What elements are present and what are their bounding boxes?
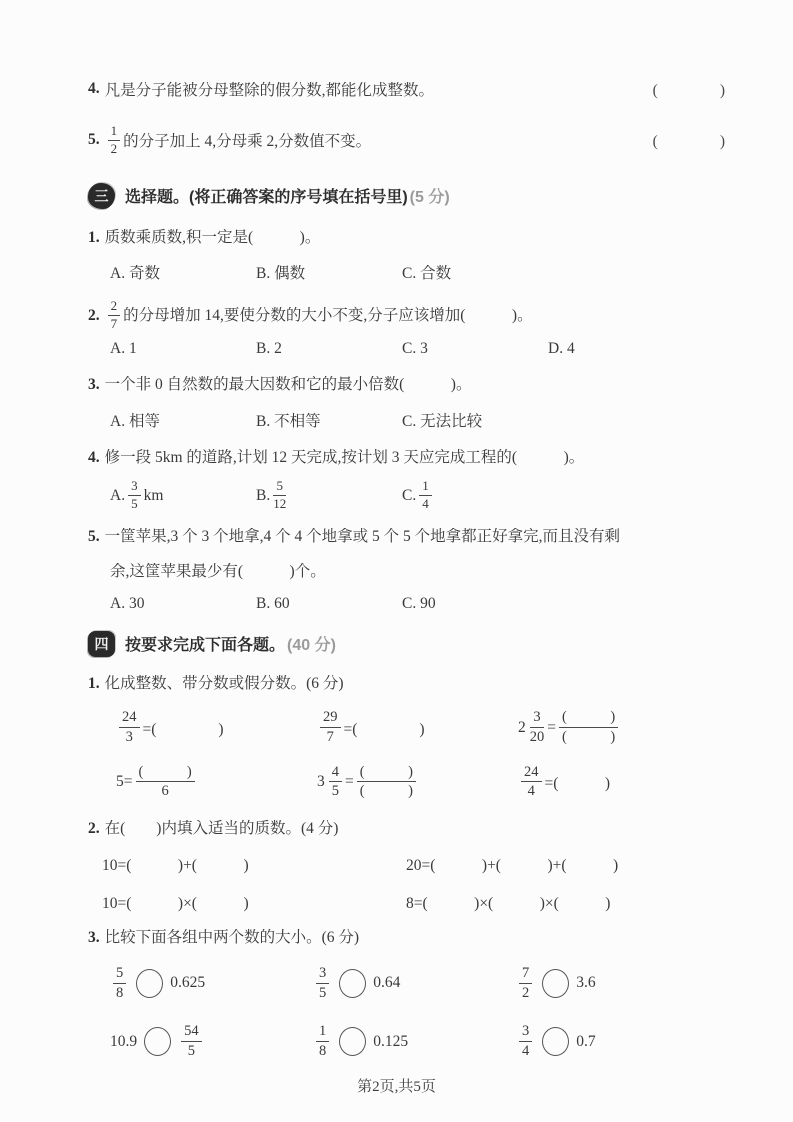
comparison-circle bbox=[542, 1027, 569, 1056]
fraction-numerator: 5 bbox=[113, 965, 126, 984]
question-number: 1. bbox=[88, 228, 100, 246]
comparison-circle bbox=[542, 969, 569, 998]
choice-options-4 bbox=[88, 479, 725, 512]
fraction bbox=[316, 965, 329, 1001]
option-a: A. 相等 bbox=[110, 412, 160, 430]
choice-options-3 bbox=[88, 409, 725, 431]
fraction-denominator: 4 bbox=[422, 496, 429, 512]
option-a bbox=[110, 479, 256, 512]
page-footer: 第2页,共5页 bbox=[357, 1079, 436, 1095]
fraction bbox=[108, 124, 121, 157]
equals-sign: = bbox=[345, 772, 354, 790]
question-text: 一筐苹果,3 个 3 个地拿,4 个 4 个地拿或 5 个 5 个地拿都正好拿完,而且没有剩 bbox=[104, 528, 621, 546]
fraction-numerator: 3 bbox=[128, 479, 141, 496]
fraction-denominator: 6 bbox=[161, 783, 169, 800]
fraction-numerator: 1 bbox=[316, 1023, 329, 1042]
comparison-circle bbox=[144, 1027, 171, 1056]
equals-sign: = bbox=[547, 718, 556, 736]
fraction-numerator: 1 bbox=[108, 124, 121, 141]
option-a: A. 奇数 bbox=[110, 265, 160, 283]
choice-question-1 bbox=[88, 227, 725, 249]
fraction-numerator: 4 bbox=[329, 764, 342, 783]
task-question-2 bbox=[88, 818, 725, 840]
question-number: 5. bbox=[88, 131, 100, 149]
option-c: C. 3 bbox=[402, 340, 428, 358]
question-text: 凡是分子能被分母整除的假分数,都能化成整数。 bbox=[104, 82, 435, 99]
comparison-pair bbox=[313, 965, 516, 1001]
answer-fraction bbox=[357, 764, 416, 800]
choice-options-5 bbox=[88, 595, 725, 613]
expression: 10=( )×( ) bbox=[102, 894, 249, 912]
fraction-numerator: 54 bbox=[181, 1023, 202, 1042]
fraction-denominator: ( ) bbox=[562, 729, 616, 746]
true-false-item-5 bbox=[88, 124, 725, 157]
option-c: C. 无法比较 bbox=[402, 412, 483, 430]
question-text: 一个非 0 自然数的最大因数和它的最小倍数( )。 bbox=[104, 376, 472, 394]
option-label: A. bbox=[110, 486, 126, 504]
option-suffix: km bbox=[143, 486, 164, 504]
section-title: 选择题。(将正确答案的序号填在括号里) bbox=[125, 189, 408, 207]
option-b: B. 2 bbox=[256, 340, 282, 358]
fraction-numerator: 29 bbox=[320, 709, 341, 728]
fraction-denominator: 8 bbox=[319, 1043, 327, 1060]
expression: 20=( )+( )+( ) bbox=[406, 856, 619, 874]
choice-question-3 bbox=[88, 374, 725, 396]
comparison-row-2 bbox=[88, 1023, 725, 1059]
section-title: 按要求完成下面各题。 bbox=[125, 637, 286, 655]
mixed-number-whole: 2 bbox=[518, 718, 526, 736]
question-number: 2. bbox=[88, 820, 100, 838]
option-a: A. 1 bbox=[110, 340, 137, 358]
fraction bbox=[521, 764, 542, 800]
conversion-row-1 bbox=[88, 709, 725, 745]
decimal-value: 0.7 bbox=[576, 1032, 596, 1050]
choice-question-2 bbox=[88, 299, 725, 332]
question-number: 4. bbox=[88, 80, 100, 97]
conversion-row-2 bbox=[88, 764, 725, 800]
question-text: 化成整数、带分数或假分数。(6 分) bbox=[104, 674, 344, 692]
section-three-header bbox=[88, 183, 725, 209]
fraction bbox=[519, 965, 532, 1001]
fraction-numerator: 1 bbox=[419, 479, 432, 496]
fraction-denominator: 2 bbox=[522, 984, 530, 1001]
true-false-item-4 bbox=[88, 78, 725, 100]
expression bbox=[518, 709, 621, 745]
answer-blank: =( ) bbox=[142, 720, 224, 738]
answer-fraction bbox=[136, 764, 195, 800]
decimal-value: 3.6 bbox=[576, 974, 596, 992]
question-text: 比较下面各组中两个数的大小。(6 分) bbox=[104, 928, 360, 946]
question-number: 3. bbox=[88, 376, 100, 394]
fraction-denominator: 8 bbox=[116, 984, 124, 1001]
choice-question-4 bbox=[88, 447, 725, 469]
question-number: 2. bbox=[88, 306, 100, 324]
comparison-circle bbox=[339, 1027, 366, 1056]
fraction bbox=[128, 479, 141, 512]
fraction-denominator: 12 bbox=[273, 496, 287, 512]
decimal-value: 0.625 bbox=[170, 974, 206, 992]
choice-options-2 bbox=[88, 340, 725, 358]
fraction-denominator: ( ) bbox=[359, 783, 413, 800]
prime-fill-row-1 bbox=[88, 853, 725, 875]
choice-options-1 bbox=[88, 261, 725, 283]
comparison-circle bbox=[339, 969, 366, 998]
fraction-denominator: 5 bbox=[319, 984, 327, 1001]
fraction-denominator: 7 bbox=[326, 729, 334, 746]
option-label: B. bbox=[256, 486, 271, 504]
question-text: 修一段 5km 的道路,计划 12 天完成,按计划 3 天应完成工程的( )。 bbox=[104, 448, 585, 466]
fraction-numerator: ( ) bbox=[559, 709, 618, 728]
fraction-denominator: 7 bbox=[110, 316, 118, 332]
fraction-denominator: 4 bbox=[527, 783, 535, 800]
question-text: 的分子加上 4,分母乘 2,分数值不变。 bbox=[123, 133, 372, 151]
decimal-value: 0.125 bbox=[373, 1032, 409, 1050]
question-number: 3. bbox=[88, 928, 100, 946]
comparison-pair bbox=[313, 1023, 516, 1059]
task-question-3 bbox=[88, 927, 725, 949]
expression bbox=[116, 764, 317, 800]
decimal-value: 10.9 bbox=[110, 1032, 138, 1050]
option-d: D. 4 bbox=[548, 340, 575, 358]
fraction bbox=[419, 479, 432, 512]
expression bbox=[317, 764, 518, 800]
fraction bbox=[273, 479, 286, 512]
comparison-circle bbox=[136, 969, 163, 998]
expression: 8=( )×( )×( ) bbox=[406, 894, 611, 912]
expression-prefix: 5= bbox=[116, 772, 133, 790]
question-text: 质数乘质数,积一定是( )。 bbox=[104, 228, 321, 246]
question-number: 1. bbox=[88, 674, 100, 692]
answer-fraction bbox=[559, 709, 618, 745]
question-text: 在( )内填入适当的质数。(4 分) bbox=[104, 820, 339, 838]
comparison-pair bbox=[516, 1023, 596, 1059]
question-number: 4. bbox=[88, 448, 100, 466]
fraction bbox=[329, 764, 342, 800]
answer-parentheses: ( ) bbox=[652, 82, 725, 99]
answer-blank: =( ) bbox=[544, 774, 611, 792]
section-four-header bbox=[88, 631, 725, 657]
expression bbox=[518, 764, 610, 800]
choice-question-5-line1 bbox=[88, 526, 725, 548]
option-b: B. 60 bbox=[256, 594, 290, 612]
fraction-denominator: 5 bbox=[187, 1043, 195, 1060]
option-b: B. 不相等 bbox=[256, 412, 321, 430]
fraction-denominator: 5 bbox=[131, 496, 138, 512]
fraction-denominator: 4 bbox=[522, 1043, 530, 1060]
option-c bbox=[402, 479, 435, 512]
fraction-denominator: 2 bbox=[110, 140, 118, 156]
answer-parentheses: ( ) bbox=[652, 133, 725, 151]
question-number: 5. bbox=[88, 528, 100, 546]
fraction-numerator: 3 bbox=[519, 1023, 532, 1042]
fraction-denominator: 20 bbox=[529, 729, 545, 746]
fraction-numerator: 2 bbox=[108, 299, 121, 316]
fraction-numerator: 24 bbox=[521, 764, 542, 783]
fraction bbox=[181, 1023, 202, 1059]
fraction bbox=[519, 1023, 532, 1059]
fraction-numerator: ( ) bbox=[136, 764, 195, 783]
fraction-numerator: 7 bbox=[519, 965, 532, 984]
comparison-pair bbox=[110, 965, 313, 1001]
fraction-numerator: 3 bbox=[316, 965, 329, 984]
fraction-numerator: ( ) bbox=[357, 764, 416, 783]
fraction bbox=[113, 965, 126, 1001]
fraction-numerator: 5 bbox=[273, 479, 286, 496]
fraction bbox=[119, 709, 140, 745]
fraction-denominator: 3 bbox=[125, 729, 133, 746]
option-b: B. 偶数 bbox=[256, 265, 306, 283]
expression: 10=( )+( ) bbox=[102, 856, 249, 874]
mixed-number-whole: 3 bbox=[317, 772, 325, 790]
choice-question-5-line2 bbox=[88, 561, 725, 583]
comparison-pair bbox=[516, 965, 596, 1001]
question-text: 余,这筐苹果最少有( )个。 bbox=[110, 562, 326, 580]
decimal-value: 0.64 bbox=[373, 974, 401, 992]
expression bbox=[317, 709, 518, 745]
option-c: C. 90 bbox=[402, 594, 436, 612]
option-c: C. 合数 bbox=[402, 265, 452, 283]
section-score: (40 分) bbox=[287, 637, 336, 655]
section-score: (5 分) bbox=[409, 189, 450, 207]
question-text: 的分母增加 14,要使分数的大小不变,分子应该增加( )。 bbox=[123, 306, 533, 324]
section-badge-icon: 三 bbox=[88, 183, 115, 209]
fraction bbox=[108, 299, 121, 332]
option-label: C. bbox=[402, 486, 417, 504]
fraction-numerator: 24 bbox=[119, 709, 140, 728]
task-question-1 bbox=[88, 673, 725, 695]
prime-fill-row-2 bbox=[88, 891, 725, 913]
section-badge-icon: 四 bbox=[88, 631, 115, 657]
fraction-denominator: 5 bbox=[331, 783, 339, 800]
option-a: A. 30 bbox=[110, 594, 145, 612]
fraction-numerator: 3 bbox=[530, 709, 543, 728]
fraction bbox=[320, 709, 341, 745]
option-b bbox=[256, 479, 402, 512]
fraction bbox=[530, 709, 545, 745]
expression bbox=[116, 709, 317, 745]
comparison-pair bbox=[110, 1023, 313, 1059]
answer-blank: =( ) bbox=[343, 720, 425, 738]
comparison-row-1 bbox=[88, 965, 725, 1001]
fraction bbox=[316, 1023, 329, 1059]
